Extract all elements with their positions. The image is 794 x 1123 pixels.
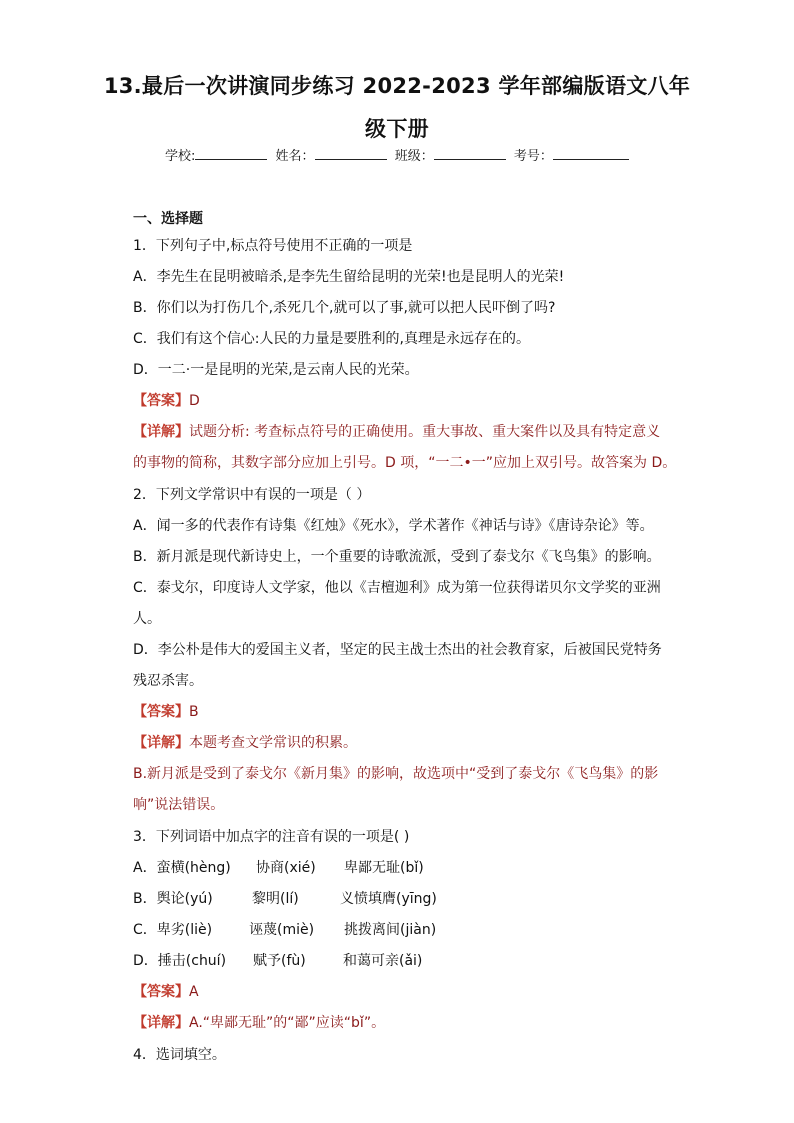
q3-option-a [133, 857, 424, 877]
q2-option-a: A．闻一多的代表作有诗集《红烛》《死水》，学术著作《神话与诗》《唐诗杂论》等。 [133, 518, 654, 534]
q2-option-d-line2: 残忍杀害。 [133, 673, 203, 689]
q3-option-c [133, 919, 436, 939]
answer-tag: 【答案】 [133, 704, 189, 720]
answer-value: D [189, 393, 200, 409]
q2-option-b: B．新月派是现代新诗史上，一个重要的诗歌流派，受到了泰戈尔《飞鸟集》的影响。 [133, 549, 661, 565]
q3-a-word2: 协商(xié) [256, 860, 316, 876]
document-title-line1: 13.最后一次讲演同步练习 2022-2023 学年部编版语文八年 [103, 74, 691, 98]
name-blank[interactable] [315, 145, 387, 160]
q1-detail-line1 [133, 421, 660, 441]
q3-option-d [133, 950, 422, 970]
q2-option-d-line1: D．李公朴是伟大的爱国主义者，坚定的民主战士杰出的社会教育家，后被国民党特务 [133, 642, 662, 658]
section-heading: 一、选择题 [133, 211, 203, 227]
q3-a-word1: A．蛮横(hèng) [133, 860, 231, 876]
q3-option-b [133, 888, 437, 908]
q1-option-a: A．李先生在昆明被暗杀,是李先生留给昆明的光荣!也是昆明人的光荣! [133, 269, 565, 285]
exam-no-blank[interactable] [553, 145, 629, 160]
name-label: 姓名： [275, 149, 315, 164]
q3-d-word3: 和蔼可亲(ǎi) [343, 953, 423, 969]
class-blank[interactable] [434, 145, 506, 160]
q2-detail-line2: B.新月派是受到了泰戈尔《新月集》的影响，故选项中“受到了泰戈尔《飞鸟集》的影 [133, 766, 659, 782]
detail-tag: 【详解】 [133, 424, 189, 440]
q3-b-word2: 黎明(lí) [252, 891, 299, 907]
q2-detail-line1 [133, 732, 357, 752]
q1-option-b: B．你们以为打伤几个,杀死几个,就可以了事,就可以把人民吓倒了吗? [133, 300, 556, 316]
answer-value: A [189, 984, 199, 1000]
student-info-row [165, 145, 633, 164]
answer-tag: 【答案】 [133, 984, 189, 1000]
q1-stem: 1．下列句子中,标点符号使用不正确的一项是 [133, 238, 413, 254]
school-label: 学校: [165, 149, 196, 164]
q2-option-c-line2: 人。 [133, 611, 161, 627]
detail-tag: 【详解】 [133, 735, 189, 751]
q3-detail [133, 1012, 385, 1032]
q2-stem: 2．下列文学常识中有误的一项是（ ） [133, 487, 371, 503]
q3-c-word3: 挑拨离间(jiàn) [344, 922, 437, 938]
q4-stem: 4．选词填空。 [133, 1047, 226, 1063]
q3-b-word1: B．舆论(yú) [133, 891, 213, 907]
q2-detail-line3: 响”说法错误。 [133, 797, 225, 813]
exam-no-label: 考号： [513, 149, 553, 164]
q3-d-word2: 赋予(fù) [253, 953, 306, 969]
q3-answer [133, 981, 199, 1001]
school-blank[interactable] [195, 145, 267, 160]
q3-a-word3: 卑鄙无耻(bǐ) [344, 860, 424, 876]
q1-option-d: D．一二·一是昆明的光荣,是云南人民的光荣。 [133, 362, 419, 378]
q3-c-word1: C．卑劣(liè) [133, 922, 213, 938]
detail-tag: 【详解】 [133, 1015, 189, 1031]
q2-option-c-line1: C．泰戈尔，印度诗人文学家，他以《吉檀迦利》成为第一位获得诺贝尔文学奖的亚洲 [133, 580, 661, 596]
q3-d-word1: D．捶击(chuí) [133, 953, 227, 969]
detail-text: 本题考查文学常识的积累。 [189, 735, 357, 751]
q2-answer [133, 701, 199, 721]
q3-stem: 3．下列词语中加点字的注音有误的一项是( ) [133, 829, 410, 845]
q1-option-c: C．我们有这个信心:人民的力量是要胜利的,真理是永远存在的。 [133, 331, 530, 347]
q1-answer [133, 390, 200, 410]
detail-text: 试题分析: 考查标点符号的正确使用。重大事故、重大案件以及具有特定意义 [189, 424, 661, 440]
document-title-line2: 级下册 [365, 117, 429, 141]
answer-value: B [189, 704, 199, 720]
q1-detail-line2: 的事物的简称，其数字部分应加上引号。D 项，“一二•一”应加上双引号。故答案为 D。 [133, 455, 677, 471]
detail-text: A.“卑鄙无耻”的“鄙”应读“bǐ”。 [189, 1015, 386, 1031]
class-label: 班级： [394, 149, 434, 164]
answer-tag: 【答案】 [133, 393, 189, 409]
q3-b-word3: 义愤填膺(yīng) [340, 891, 437, 907]
q3-c-word2: 诬蔑(miè) [249, 922, 315, 938]
